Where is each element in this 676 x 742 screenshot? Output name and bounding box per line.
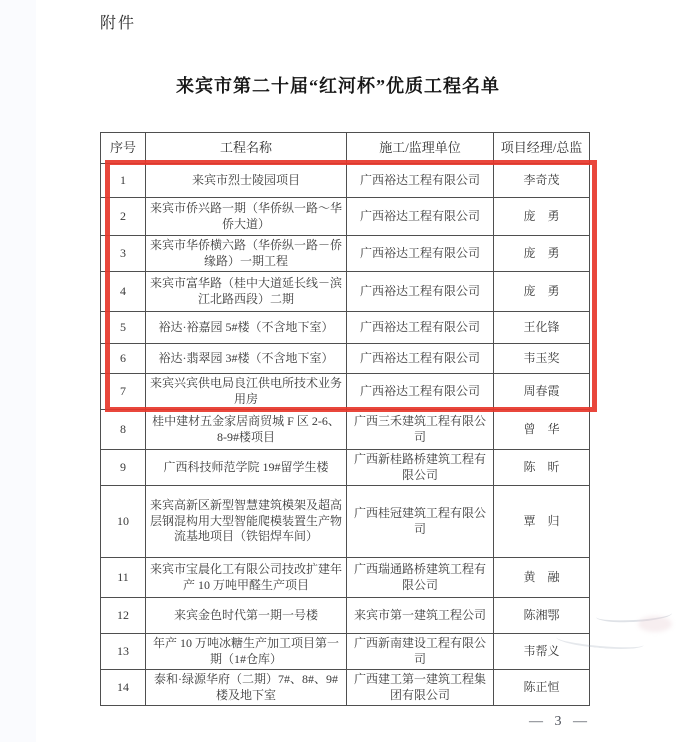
cell-project: 来宾高新区新型智慧建筑模架及超高层钢混构用大型智能爬模装置生产物流基地项目（铁铝焊车间） xyxy=(146,486,347,558)
cell-manager: 陈 昕 xyxy=(494,450,590,486)
scan-edge-strip xyxy=(0,0,36,742)
cell-no: 11 xyxy=(101,558,146,598)
page-title: 来宾市第二十届“红河杯”优质工程名单 xyxy=(176,76,500,96)
cell-unit: 广西新桂路桥建筑工程有限公司 xyxy=(347,450,494,486)
table-row xyxy=(101,344,590,374)
cell-manager: 李奇茂 xyxy=(494,164,590,198)
cell-unit: 广西桂冠建筑工程有限公司 xyxy=(347,486,494,558)
scan-smudge xyxy=(638,616,672,632)
cell-no: 4 xyxy=(101,272,146,312)
cell-manager: 曾 华 xyxy=(494,410,590,450)
cell-project: 泰和·绿源华府（二期）7#、8#、9#楼及地下室 xyxy=(146,670,347,706)
cell-no: 3 xyxy=(101,236,146,272)
cell-unit: 广西建工第一建筑工程集团有限公司 xyxy=(347,670,494,706)
cell-no: 2 xyxy=(101,198,146,236)
column-header-manager: 项目经理/总监 xyxy=(494,133,590,164)
cell-manager: 黄 融 xyxy=(494,558,590,598)
cell-unit: 广西裕达工程有限公司 xyxy=(347,236,494,272)
cell-no: 6 xyxy=(101,344,146,374)
cell-unit: 广西裕达工程有限公司 xyxy=(347,198,494,236)
cell-manager: 王化锋 xyxy=(494,312,590,344)
table-row xyxy=(101,312,590,344)
cell-project: 桂中建材五金家居商贸城 F 区 2-6、8-9#楼项目 xyxy=(146,410,347,450)
column-header-unit: 施工/监理单位 xyxy=(347,133,494,164)
table-row xyxy=(101,236,590,272)
table-row xyxy=(101,450,590,486)
cell-unit: 广西三禾建筑工程有限公司 xyxy=(347,410,494,450)
cell-project: 裕达·翡翠园 3#楼（不含地下室） xyxy=(146,344,347,374)
cell-project: 来宾市宝晨化工有限公司技改扩建年产 10 万吨甲醛生产项目 xyxy=(146,558,347,598)
page-number: — 3 — xyxy=(529,714,591,729)
cell-manager: 覃 归 xyxy=(494,486,590,558)
cell-manager: 陈湘鄂 xyxy=(494,598,590,634)
scan-smudge xyxy=(596,606,673,624)
cell-project: 来宾兴宾供电局良江供电所技术业务用房 xyxy=(146,374,347,410)
cell-unit: 广西瑞通路桥建筑工程有限公司 xyxy=(347,558,494,598)
table-row xyxy=(101,634,590,670)
cell-manager: 陈正恒 xyxy=(494,670,590,706)
cell-project: 年产 10 万吨冰糖生产加工项目第一期（1#仓库） xyxy=(146,634,347,670)
table-row xyxy=(101,374,590,410)
table-row xyxy=(101,486,590,558)
cell-unit: 广西裕达工程有限公司 xyxy=(347,164,494,198)
table-row xyxy=(101,670,590,706)
table-header-row xyxy=(101,133,590,164)
cell-no: 1 xyxy=(101,164,146,198)
cell-project: 来宾金色时代第一期一号楼 xyxy=(146,598,347,634)
cell-project: 来宾市富华路（桂中大道延长线－滨江北路西段）二期 xyxy=(146,272,347,312)
cell-project: 来宾市华侨横六路（华侨纵一路－侨缘路）一期工程 xyxy=(146,236,347,272)
cell-no: 14 xyxy=(101,670,146,706)
cell-project: 来宾市烈士陵园项目 xyxy=(146,164,347,198)
cell-unit: 广西新南建设工程有限公司 xyxy=(347,634,494,670)
cell-project: 裕达·裕嘉园 5#楼（不含地下室） xyxy=(146,312,347,344)
attachment-label: 附件 xyxy=(100,15,137,32)
cell-manager: 周春霞 xyxy=(494,374,590,410)
cell-no: 10 xyxy=(101,486,146,558)
table-row xyxy=(101,272,590,312)
cell-no: 12 xyxy=(101,598,146,634)
column-header-no: 序号 xyxy=(101,133,146,164)
cell-manager: 庞 勇 xyxy=(494,272,590,312)
cell-unit: 广西裕达工程有限公司 xyxy=(347,312,494,344)
cell-unit: 来宾市第一建筑工程公司 xyxy=(347,598,494,634)
table-row xyxy=(101,410,590,450)
cell-no: 5 xyxy=(101,312,146,344)
cell-unit: 广西裕达工程有限公司 xyxy=(347,344,494,374)
cell-manager: 庞 勇 xyxy=(494,198,590,236)
cell-unit: 广西裕达工程有限公司 xyxy=(347,374,494,410)
table-row xyxy=(101,558,590,598)
table-row xyxy=(101,164,590,198)
cell-unit: 广西裕达工程有限公司 xyxy=(347,272,494,312)
cell-project: 广西科技师范学院 19#留学生楼 xyxy=(146,450,347,486)
cell-no: 7 xyxy=(101,374,146,410)
cell-no: 9 xyxy=(101,450,146,486)
table-row xyxy=(101,198,590,236)
cell-no: 13 xyxy=(101,634,146,670)
cell-no: 8 xyxy=(101,410,146,450)
quality-project-table xyxy=(100,132,590,706)
cell-manager: 韦玉奖 xyxy=(494,344,590,374)
cell-manager: 庞 勇 xyxy=(494,236,590,272)
column-header-project: 工程名称 xyxy=(146,133,347,164)
table-row xyxy=(101,598,590,634)
cell-manager: 韦帮义 xyxy=(494,634,590,670)
cell-project: 来宾市侨兴路一期（华侨纵一路～华侨大道） xyxy=(146,198,347,236)
